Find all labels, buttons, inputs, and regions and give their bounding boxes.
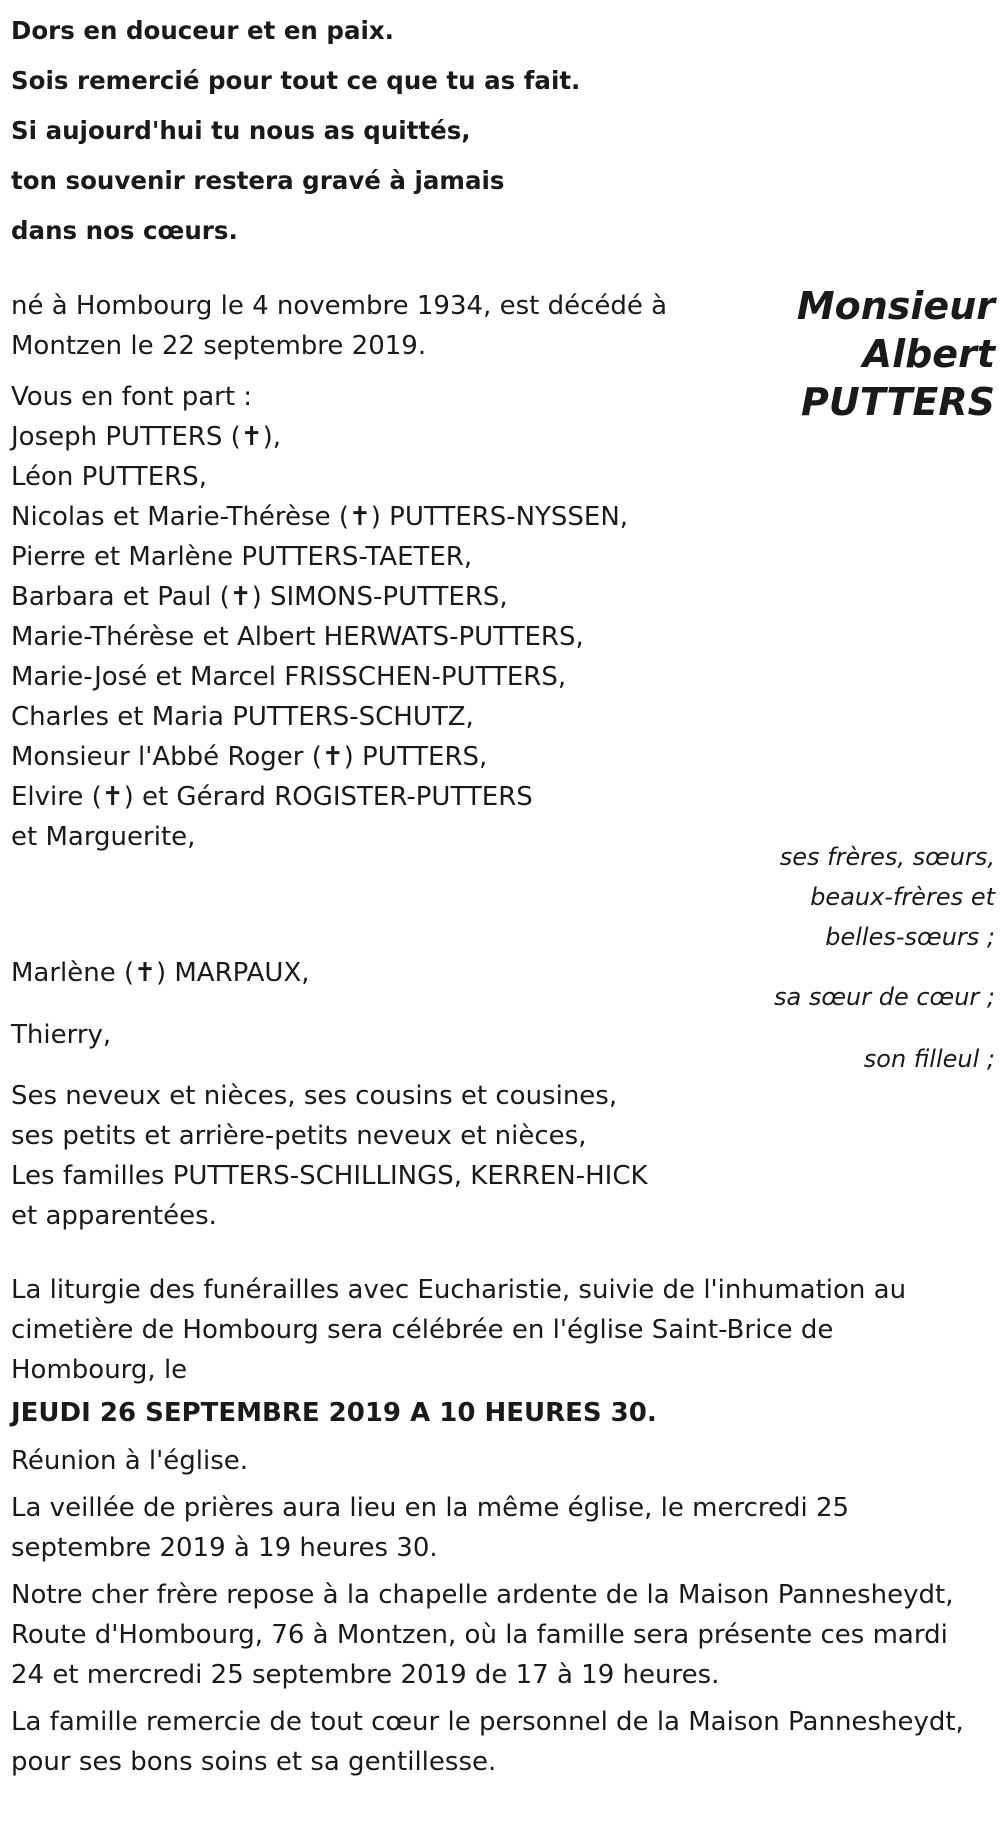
birth-death-text: né à Hombourg le 4 novembre 1934, est décédé à Montzen le 22 septembre 2019. [11,291,668,361]
liturgy-line: cimetière de Hombourg sera célébrée en l'église Saint-Brice de [11,1315,834,1345]
poem-line: Si aujourd'hui tu nous as quittés, [11,116,471,145]
family-member: Pierre et Marlène PUTTERS-TAETER, [11,542,473,572]
thanks-text [11,1702,964,1782]
relation-thierry: son filleul ; [863,1045,995,1073]
family-member: Barbara et Paul (✝) SIMONS-PUTTERS, [11,582,508,612]
family-member: Marie-Thérèse et Albert HERWATS-PUTTERS, [11,622,584,652]
others-line: Ses neveux et nièces, ses cousins et cousines, [11,1081,618,1111]
chapel-line: Notre cher frère repose à la chapelle ardente de la Maison Pannesheydt, [11,1580,954,1610]
chapel-text [11,1575,954,1695]
family-member: Joseph PUTTERS (✝), [11,422,281,452]
poem [11,6,580,256]
family-member: Charles et Maria PUTTERS-SCHUTZ, [11,702,474,732]
relation-marlene: sa sœur de cœur ; [773,983,995,1011]
vigil-text [11,1488,849,1568]
marlene-line: Marlène (✝) MARPAUX, [11,958,310,988]
vigil-line: septembre 2019 à 19 heures 30. [11,1533,438,1563]
others-list [11,1076,648,1236]
family-member: Léon PUTTERS, [11,462,207,492]
deceased-title: Monsieur [796,284,995,328]
family-member: et Marguerite, [11,822,196,852]
liturgy-line: La liturgie des funérailles avec Eucharistie, suivie de l'inhumation au [11,1275,907,1305]
deceased-last-name: PUTTERS [800,380,995,424]
thierry-line: Thierry, [11,1020,112,1050]
relation-siblings [780,837,995,957]
vigil-line: La veillée de prières aura lieu en la même église, le mercredi 25 [11,1493,850,1523]
family-member: Monsieur l'Abbé Roger (✝) PUTTERS, [11,742,488,772]
deceased-first-name: Albert [862,332,995,376]
thanks-line: pour ses bons soins et sa gentillesse. [11,1747,497,1777]
others-line: ses petits et arrière-petits neveux et nièces, [11,1121,587,1151]
others-line: et apparentées. [11,1201,217,1231]
chapel-line: Route d'Hombourg, 76 à Montzen, où la famille sera présente ces mardi [11,1620,948,1650]
poem-line: dans nos cœurs. [11,216,238,245]
reunion-text: Réunion à l'église. [11,1446,249,1476]
relation-line: beaux-frères et [810,883,995,911]
poem-line: Sois remercié pour tout ce que tu as fait. [11,66,581,95]
poem-line: Dors en douceur et en paix. [11,16,394,45]
family-list [11,377,628,857]
deceased-name [797,282,995,426]
family-member: Marie-José et Marcel FRISSCHEN-PUTTERS, [11,662,567,692]
relation-line: ses frères, sœurs, [779,843,995,871]
liturgy-text [11,1270,906,1390]
thanks-line: La famille remercie de tout cœur le personnel de la Maison Pannesheydt, [11,1707,964,1737]
chapel-line: 24 et mercredi 25 septembre 2019 de 17 à 19 heures. [11,1660,720,1690]
announce-intro: Vous en font part : [11,382,253,412]
poem-line: ton souvenir restera gravé à jamais [11,166,505,195]
funeral-date: JEUDI 26 SEPTEMBRE 2019 A 10 HEURES 30. [11,1398,657,1428]
family-member: Nicolas et Marie-Thérèse (✝) PUTTERS-NYSSEN, [11,502,629,532]
liturgy-line: Hombourg, le [11,1355,188,1385]
relation-line: belles-sœurs ; [825,923,995,951]
family-member: Elvire (✝) et Gérard ROGISTER-PUTTERS [11,782,533,812]
others-line: Les familles PUTTERS-SCHILLINGS, KERREN-HICK [11,1161,648,1191]
